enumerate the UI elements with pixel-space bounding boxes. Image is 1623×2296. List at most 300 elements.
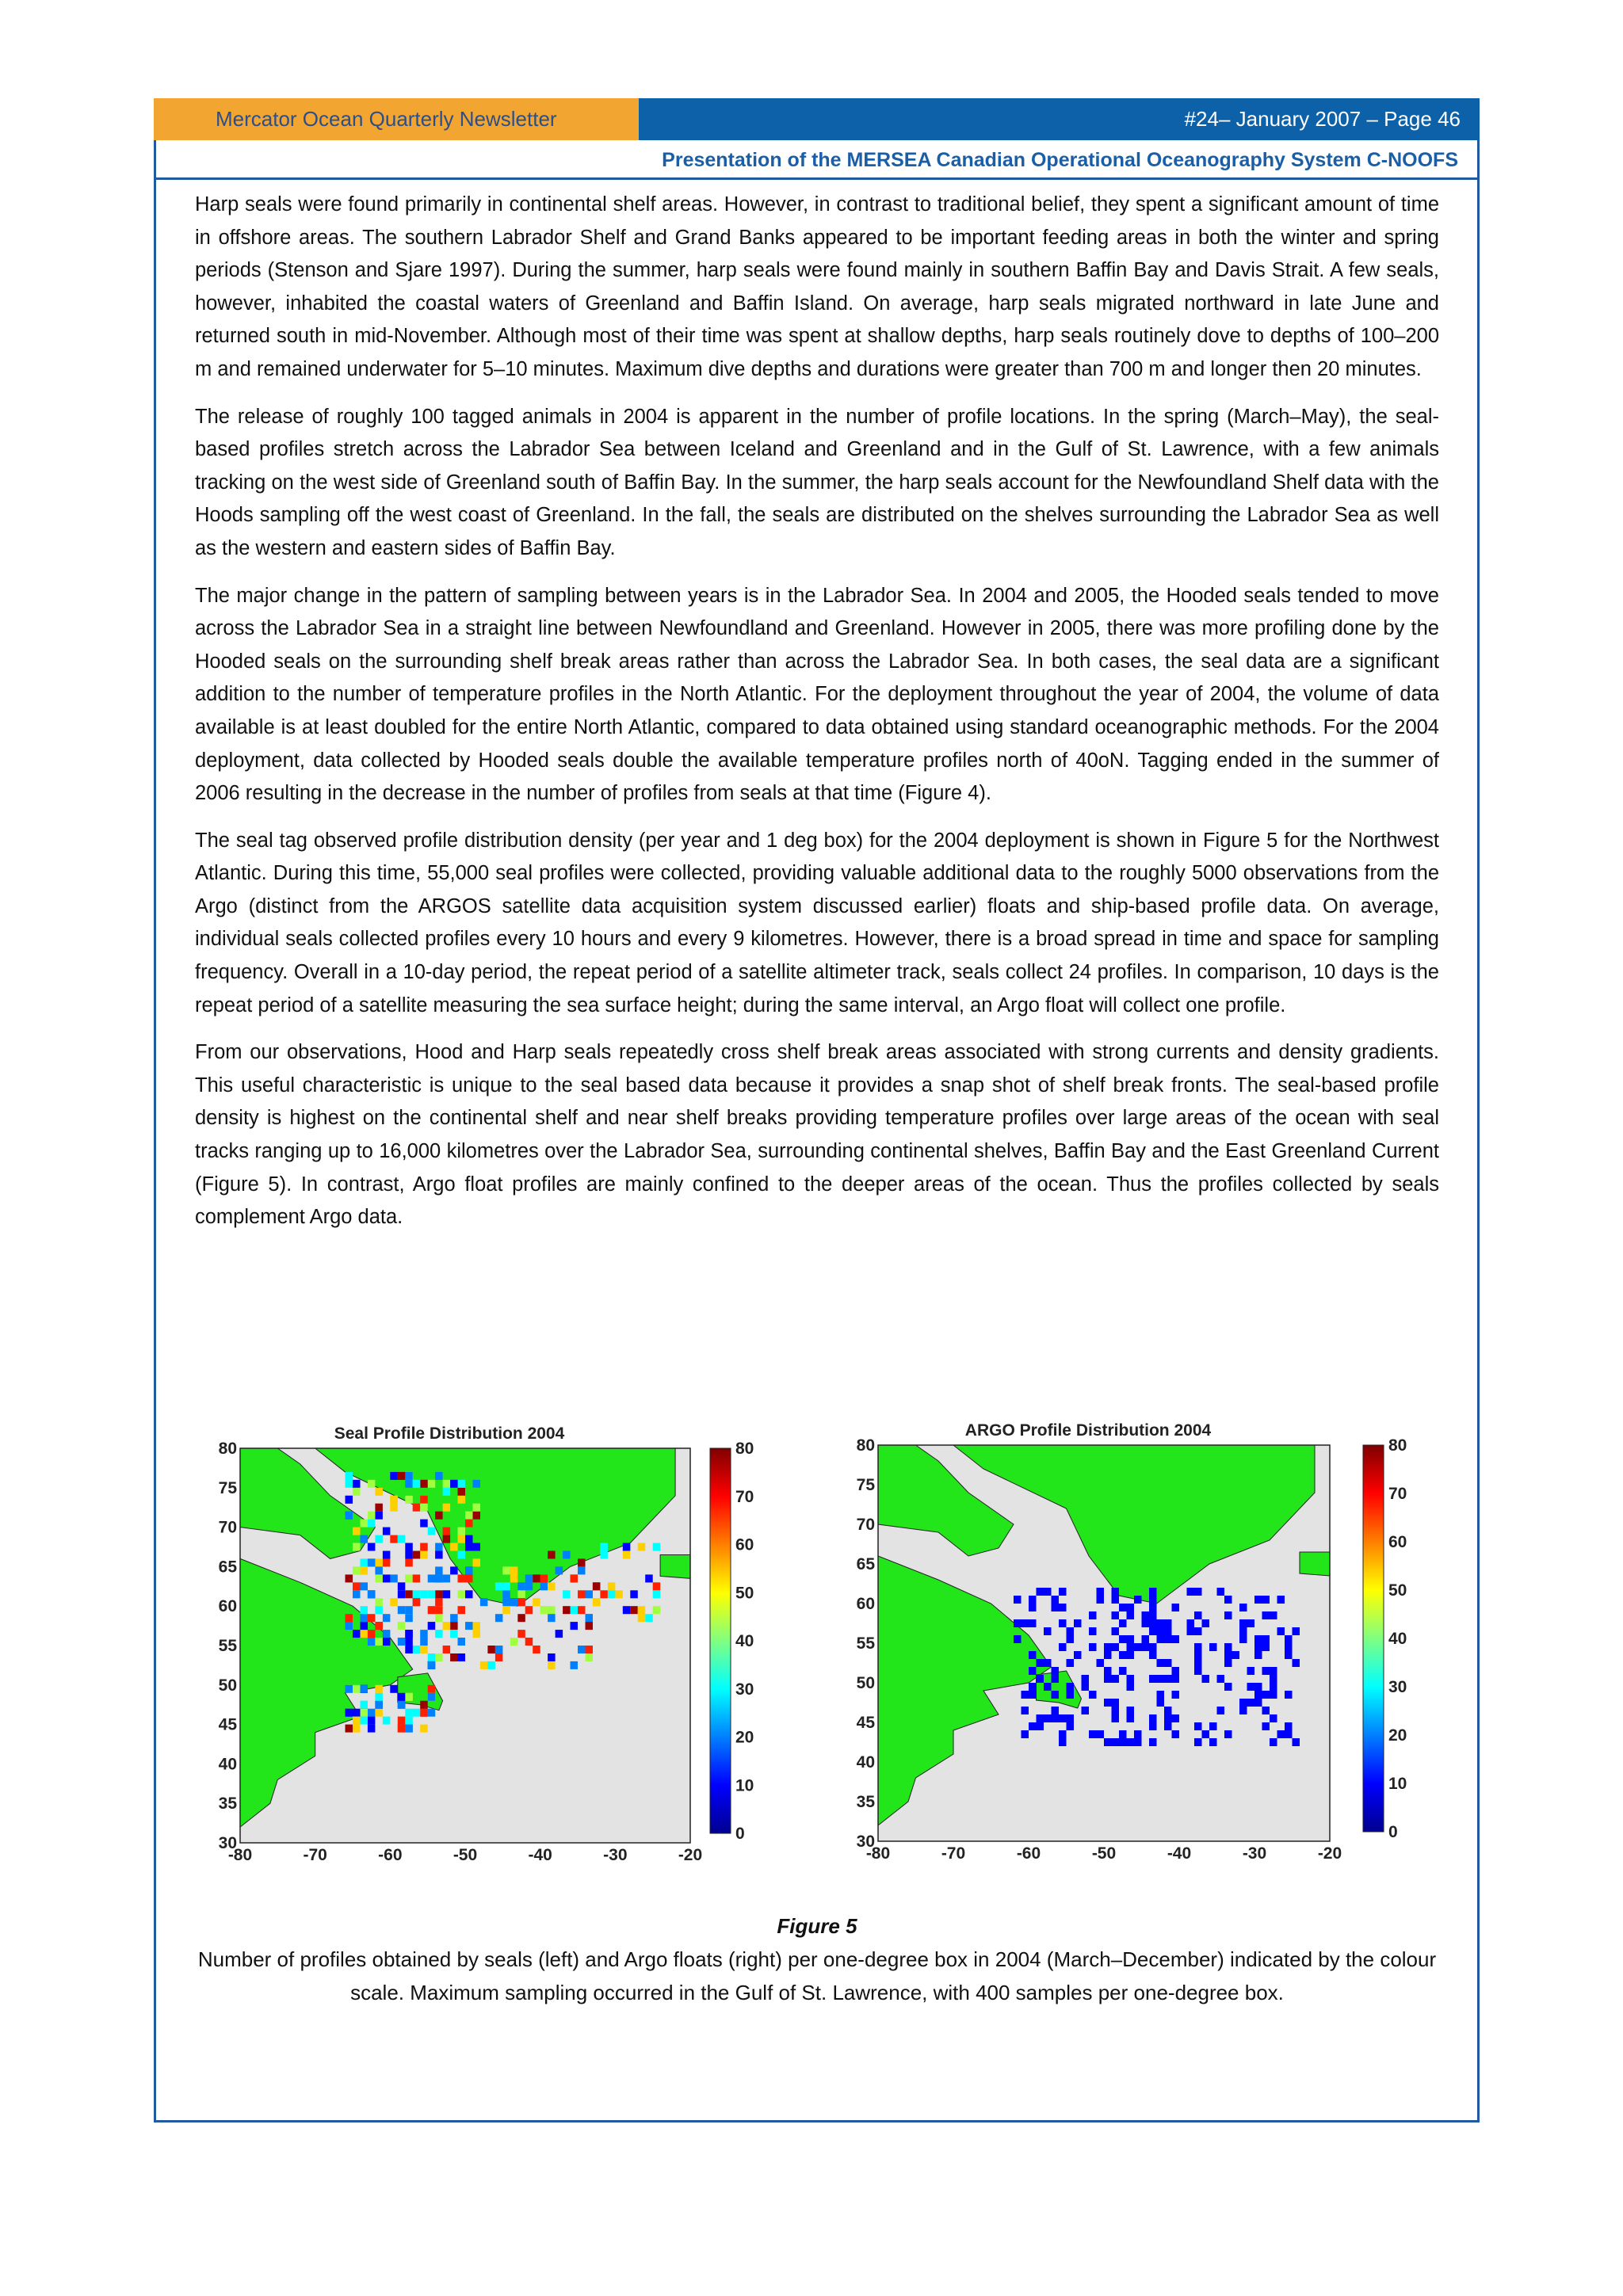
density-cell	[375, 1512, 383, 1520]
density-cell	[398, 1590, 406, 1598]
density-cell	[1239, 1604, 1247, 1611]
density-cell	[473, 1504, 481, 1512]
density-cell	[473, 1512, 481, 1520]
density-cell	[556, 1630, 563, 1638]
density-cell	[1119, 1738, 1127, 1746]
density-cell	[1074, 1651, 1082, 1659]
density-cell	[1022, 1619, 1029, 1627]
density-cell	[375, 1574, 383, 1582]
density-cell	[1194, 1738, 1202, 1746]
density-cell	[556, 1566, 563, 1574]
density-cell	[398, 1638, 406, 1646]
density-cell	[1052, 1714, 1060, 1722]
density-cell	[368, 1558, 376, 1566]
density-cell	[405, 1472, 413, 1480]
density-cell	[495, 1582, 503, 1590]
density-cell	[450, 1614, 458, 1622]
density-cell	[1059, 1738, 1067, 1746]
density-cell	[1164, 1714, 1172, 1722]
density-cell	[443, 1574, 451, 1582]
density-cell	[435, 1653, 443, 1661]
density-cell	[1089, 1643, 1097, 1651]
density-cell	[458, 1653, 466, 1661]
density-cell	[346, 1725, 353, 1733]
density-cell	[571, 1606, 579, 1614]
density-cell	[1134, 1738, 1142, 1746]
density-cell	[1209, 1738, 1217, 1746]
density-cell	[1097, 1596, 1105, 1604]
density-cell	[1277, 1730, 1285, 1738]
density-cell	[465, 1512, 473, 1520]
density-cell	[428, 1606, 436, 1614]
density-cell	[361, 1622, 369, 1630]
density-cell	[458, 1488, 466, 1496]
colorbar-tick-label: 0	[1388, 1823, 1398, 1841]
paragraph: The release of roughly 100 tagged animals in 2004 is apparent in the number of profile locations. In the spring (March–May), the seal-based profiles stretch across the Labrador Sea between Iceland and Greenland and in the Gulf of St. Lawrence, with a few animals tracking on the west side of Greenland south of Baffin Bay. In the summer, the harp seals account for the Newfoundland Shelf data with the Hoods sampling off the west coast of Greenland. In the fall, the seals are distributed on the shelves surrounding the Labrador Sea as well as the western and eastern sides of Baffin Bay.	[195, 405, 1439, 559]
density-cell	[1082, 1707, 1090, 1714]
density-cell	[390, 1472, 398, 1480]
density-cell	[1029, 1604, 1037, 1611]
density-cell	[450, 1480, 458, 1488]
density-cell	[413, 1646, 421, 1653]
y-tick-label: 40	[856, 1753, 875, 1772]
density-cell	[1097, 1588, 1105, 1596]
y-tick-label: 75	[218, 1478, 237, 1497]
density-cell	[1134, 1643, 1142, 1651]
density-cell	[578, 1566, 586, 1574]
density-cell	[405, 1717, 413, 1725]
density-cell	[1119, 1667, 1127, 1675]
density-cell	[375, 1606, 383, 1614]
density-cell	[435, 1598, 443, 1606]
density-cell	[1127, 1635, 1135, 1643]
density-cell	[413, 1590, 421, 1598]
density-cell	[1247, 1699, 1255, 1707]
density-cell	[1149, 1627, 1157, 1635]
density-cell	[1224, 1659, 1232, 1667]
density-cell	[1127, 1604, 1135, 1611]
density-cell	[368, 1638, 376, 1646]
density-cell	[458, 1638, 466, 1646]
density-cell	[1149, 1714, 1157, 1722]
density-cell	[375, 1558, 383, 1566]
density-cell	[1022, 1691, 1029, 1699]
y-tick-label: 55	[218, 1637, 237, 1655]
density-cell	[600, 1551, 608, 1559]
density-cell	[1134, 1596, 1142, 1604]
density-cell	[435, 1551, 443, 1559]
density-cell	[361, 1520, 369, 1527]
density-cell	[1217, 1588, 1225, 1596]
density-cell	[1194, 1611, 1202, 1619]
x-tick-label: -30	[1242, 1844, 1267, 1863]
density-cell	[428, 1574, 436, 1582]
density-cell	[420, 1504, 428, 1512]
density-cell	[1044, 1627, 1052, 1635]
density-cell	[623, 1543, 631, 1551]
density-cell	[1149, 1619, 1157, 1627]
density-cell	[346, 1709, 353, 1717]
density-cell	[1202, 1619, 1210, 1627]
density-cell	[398, 1717, 406, 1725]
density-cell	[1270, 1675, 1277, 1683]
density-cell	[571, 1661, 579, 1669]
density-cell	[548, 1614, 556, 1622]
density-cell	[353, 1582, 361, 1590]
x-tick-label: -20	[678, 1846, 703, 1864]
density-cell	[346, 1685, 353, 1693]
density-cell	[353, 1685, 361, 1693]
density-cell	[1067, 1691, 1075, 1699]
density-cell	[1059, 1588, 1067, 1596]
colorbar-tick-label: 50	[1388, 1581, 1407, 1600]
density-cell	[1202, 1730, 1210, 1738]
density-cell	[525, 1606, 533, 1614]
density-cell	[420, 1480, 428, 1488]
density-cell	[1104, 1675, 1112, 1683]
density-cell	[487, 1646, 495, 1653]
density-cell	[540, 1574, 548, 1582]
density-cell	[1097, 1730, 1105, 1738]
x-tick-label: -30	[603, 1846, 628, 1864]
density-cell	[1074, 1619, 1082, 1627]
density-cell	[405, 1638, 413, 1646]
density-cell	[428, 1527, 436, 1535]
density-cell	[458, 1535, 466, 1543]
colorbar-tick-label: 0	[735, 1825, 745, 1843]
density-cell	[1224, 1683, 1232, 1691]
density-cell	[1194, 1588, 1202, 1596]
density-cell	[375, 1504, 383, 1512]
density-cell	[346, 1480, 353, 1488]
density-cell	[1112, 1707, 1120, 1714]
density-cell	[443, 1504, 451, 1512]
y-tick-label: 75	[856, 1476, 875, 1494]
density-cell	[1254, 1699, 1262, 1707]
issue-page: #24– January 2007 – Page 46	[639, 98, 1480, 140]
land-mass	[660, 1555, 690, 1579]
density-cell	[1014, 1619, 1022, 1627]
density-cell	[375, 1566, 383, 1574]
density-cell	[375, 1685, 383, 1693]
density-cell	[1119, 1635, 1127, 1643]
density-cell	[1270, 1691, 1277, 1699]
density-cell	[398, 1472, 406, 1480]
figure-caption-text: Number of profiles obtained by seals (left) and Argo floats (right) per one-degree box in 2004 (March–December) indicated by the colour scale. Maximum sampling occurred in the Gulf of St. Lawrence, with 400 samples per one-degree box.	[197, 1947, 1437, 2004]
density-cell	[405, 1606, 413, 1614]
density-cell	[1209, 1722, 1217, 1730]
density-cell	[420, 1496, 428, 1504]
density-cell	[375, 1622, 383, 1630]
density-cell	[1217, 1707, 1225, 1714]
density-cell	[375, 1701, 383, 1709]
density-cell	[353, 1488, 361, 1496]
density-cell	[346, 1614, 353, 1622]
density-cell	[548, 1582, 556, 1590]
map-title: ARGO Profile Distribution 2004	[964, 1421, 1212, 1440]
density-cell	[1293, 1627, 1300, 1635]
density-cell	[413, 1504, 421, 1512]
density-cell	[443, 1535, 451, 1543]
y-tick-label: 80	[856, 1436, 875, 1455]
density-cell	[435, 1543, 443, 1551]
density-cell	[1112, 1596, 1120, 1604]
density-cell	[1037, 1588, 1044, 1596]
density-cell	[1089, 1627, 1097, 1635]
colorbar-tick-label: 30	[1388, 1678, 1407, 1696]
density-cell	[1262, 1611, 1270, 1619]
density-cell	[465, 1574, 473, 1582]
density-cell	[398, 1701, 406, 1709]
density-cell	[1149, 1675, 1157, 1683]
y-tick-label: 35	[856, 1793, 875, 1811]
density-cell	[1097, 1659, 1105, 1667]
density-cell	[383, 1558, 391, 1566]
density-cell	[1285, 1651, 1293, 1659]
colorbar-tick-label: 70	[1388, 1485, 1407, 1503]
density-cell	[465, 1622, 473, 1630]
density-cell	[398, 1725, 406, 1733]
density-cell	[1119, 1604, 1127, 1611]
density-cell	[405, 1574, 413, 1582]
density-cell	[458, 1551, 466, 1559]
density-cell	[368, 1717, 376, 1725]
density-cell	[1270, 1683, 1277, 1691]
density-cell	[1247, 1683, 1255, 1691]
density-cell	[1172, 1691, 1180, 1699]
density-cell	[1209, 1643, 1217, 1651]
density-cell	[465, 1520, 473, 1527]
density-cell	[1142, 1619, 1150, 1627]
density-cell	[361, 1630, 369, 1638]
density-cell	[368, 1709, 376, 1717]
density-cell	[1022, 1707, 1029, 1714]
density-cell	[578, 1558, 586, 1566]
section-title: Presentation of the MERSEA Canadian Operational Oceanography System C-NOOFS	[156, 140, 1477, 180]
density-cell	[1022, 1730, 1029, 1738]
density-cell	[375, 1709, 383, 1717]
density-cell	[1187, 1619, 1195, 1627]
density-cell	[1217, 1675, 1225, 1683]
y-tick-label: 70	[218, 1518, 237, 1537]
density-cell	[525, 1582, 533, 1590]
density-cell	[1270, 1738, 1277, 1746]
density-cell	[1224, 1596, 1232, 1604]
density-cell	[1127, 1683, 1135, 1691]
density-cell	[383, 1717, 391, 1725]
density-cell	[1254, 1635, 1262, 1643]
density-cell	[361, 1709, 369, 1717]
density-cell	[1142, 1611, 1150, 1619]
density-cell	[473, 1630, 481, 1638]
density-cell	[630, 1606, 638, 1614]
density-cell	[398, 1693, 406, 1701]
density-cell	[346, 1512, 353, 1520]
density-cell	[353, 1725, 361, 1733]
density-cell	[361, 1606, 369, 1614]
density-cell	[1187, 1588, 1195, 1596]
density-cell	[578, 1590, 586, 1598]
map-panel-1	[857, 1421, 1407, 1863]
figure-caption	[195, 1909, 1439, 2009]
map-panel-0	[219, 1425, 754, 1864]
density-cell	[1127, 1738, 1135, 1746]
colorbar-tick-label: 30	[735, 1680, 754, 1699]
density-cell	[1052, 1675, 1060, 1683]
density-cell	[653, 1582, 661, 1590]
density-cell	[1262, 1722, 1270, 1730]
paragraph: From our observations, Hood and Harp seals repeatedly cross shelf break areas associated with strong currents and density gradients. This useful characteristic is unique to the seal based data because it provides a snap shot of shelf break fronts. The seal-based profile density is highest on the continental shelf and near shelf breaks providing temperature profiles over large areas of the ocean with seal tracks ranging up to 16,000 kilometres over the Labrador Sea, surrounding continental shelves, Baffin Bay and the East Greenland Current (Figure 5). In contrast, Argo float profiles are mainly confined to the deeper areas of the ocean. Thus the profiles collected by seals complement Argo data.	[195, 1041, 1439, 1229]
density-cell	[390, 1504, 398, 1512]
density-cell	[361, 1558, 369, 1566]
density-cell	[1052, 1707, 1060, 1714]
density-cell	[1262, 1635, 1270, 1643]
x-tick-label: -40	[528, 1846, 552, 1864]
density-cell	[458, 1527, 466, 1535]
density-cell	[375, 1535, 383, 1543]
density-cell	[1052, 1667, 1060, 1675]
density-cell	[1164, 1627, 1172, 1635]
density-cell	[390, 1574, 398, 1582]
density-cell	[1119, 1651, 1127, 1659]
density-cell	[1172, 1667, 1180, 1675]
density-cell	[1285, 1635, 1293, 1643]
density-cell	[1044, 1588, 1052, 1596]
density-cell	[405, 1558, 413, 1566]
density-cell	[353, 1543, 361, 1551]
density-cell	[443, 1488, 451, 1496]
density-cell	[435, 1472, 443, 1480]
density-cell	[413, 1598, 421, 1606]
density-cell	[1149, 1643, 1157, 1651]
density-cell	[533, 1598, 540, 1606]
density-cell	[1044, 1683, 1052, 1691]
density-cell	[368, 1590, 376, 1598]
density-cell	[346, 1496, 353, 1504]
density-cell	[1270, 1714, 1277, 1722]
density-cell	[1089, 1611, 1097, 1619]
density-cell	[420, 1709, 428, 1717]
density-cell	[346, 1622, 353, 1630]
density-cell	[420, 1520, 428, 1527]
density-cell	[1059, 1619, 1067, 1627]
density-cell	[1104, 1699, 1112, 1707]
density-cell	[353, 1566, 361, 1574]
density-cell	[571, 1574, 579, 1582]
density-cell	[1029, 1722, 1037, 1730]
density-cell	[1014, 1596, 1022, 1604]
density-cell	[1164, 1675, 1172, 1683]
density-cell	[353, 1717, 361, 1725]
density-cell	[1194, 1627, 1202, 1635]
density-cell	[428, 1653, 436, 1661]
density-cell	[1149, 1722, 1157, 1730]
density-cell	[1127, 1707, 1135, 1714]
density-cell	[1194, 1667, 1202, 1675]
density-cell	[383, 1527, 391, 1535]
density-cell	[623, 1606, 631, 1614]
colorbar	[1363, 1445, 1384, 1832]
density-cell	[390, 1598, 398, 1606]
density-cell	[1157, 1699, 1165, 1707]
density-cell	[638, 1543, 646, 1551]
density-cell	[1224, 1611, 1232, 1619]
density-cell	[473, 1622, 481, 1630]
x-tick-label: -60	[1016, 1844, 1041, 1863]
density-cell	[435, 1512, 443, 1520]
density-cell	[1059, 1730, 1067, 1738]
density-cell	[1285, 1691, 1293, 1699]
y-tick-label: 35	[218, 1794, 237, 1814]
density-cell	[390, 1535, 398, 1543]
density-cell	[353, 1480, 361, 1488]
density-cell	[578, 1646, 586, 1653]
density-cell	[487, 1661, 495, 1669]
density-cell	[368, 1520, 376, 1527]
density-cell	[390, 1496, 398, 1504]
density-cell	[1285, 1730, 1293, 1738]
colorbar-tick-label: 20	[1388, 1726, 1407, 1745]
density-cell	[1194, 1722, 1202, 1730]
colorbar-tick-label: 40	[1388, 1630, 1407, 1648]
density-cell	[383, 1551, 391, 1559]
density-cell	[586, 1614, 594, 1622]
density-cell	[1104, 1738, 1112, 1746]
density-cell	[600, 1543, 608, 1551]
density-cell	[1037, 1714, 1044, 1722]
density-cell	[458, 1480, 466, 1488]
density-cell	[1157, 1635, 1165, 1643]
density-cell	[1172, 1604, 1180, 1611]
density-cell	[1172, 1675, 1180, 1683]
density-cell	[1277, 1627, 1285, 1635]
density-cell	[435, 1566, 443, 1574]
density-cell	[1254, 1643, 1262, 1651]
density-cell	[533, 1646, 540, 1653]
density-cell	[1194, 1643, 1202, 1651]
density-cell	[1044, 1714, 1052, 1722]
y-tick-label: 45	[856, 1714, 875, 1732]
paragraph: The major change in the pattern of sampling between years is in the Labrador Sea. In 2004 and 2005, the Hooded seals tended to move across the Labrador Sea in a straight line between Newfoundland and Greenland. However in 2005, there was more profiling done by the Hooded seals on the surrounding shelf break areas rather than across the Labrador Sea. In both cases, the seal data are a significant addition to the number of temperature profiles in the North Atlantic. For the deployment throughout the year of 2004, the volume of data available is at least doubled for the entire North Atlantic, compared to data obtained using standard oceanographic methods. For the 2004 deployment, data collected by Hooded seals double the available temperature profiles north of 40oN. Tagging ended in the summer of 2006 resulting in the decrease in the number of profiles from seals at that time (Figure 4).	[195, 584, 1439, 805]
density-cell	[413, 1480, 421, 1488]
density-cell	[533, 1574, 540, 1582]
x-tick-label: -70	[303, 1846, 327, 1864]
density-cell	[1172, 1635, 1180, 1643]
density-cell	[450, 1653, 458, 1661]
density-cell	[1157, 1675, 1165, 1683]
density-cell	[1112, 1643, 1120, 1651]
density-cell	[517, 1630, 525, 1638]
density-cell	[1149, 1588, 1157, 1596]
density-cell	[1247, 1667, 1255, 1675]
density-cell	[653, 1606, 661, 1614]
density-cell	[1134, 1730, 1142, 1738]
density-cell	[420, 1543, 428, 1551]
density-cell	[548, 1661, 556, 1669]
density-cell	[361, 1535, 369, 1543]
density-cell	[1037, 1659, 1044, 1667]
density-cell	[517, 1582, 525, 1590]
density-cell	[428, 1693, 436, 1701]
density-cell	[1149, 1738, 1157, 1746]
density-cell	[1142, 1635, 1150, 1643]
density-cell	[1262, 1691, 1270, 1699]
density-cell	[435, 1590, 443, 1598]
density-cell	[510, 1574, 518, 1582]
density-cell	[502, 1598, 510, 1606]
density-cell	[1157, 1691, 1165, 1699]
density-cell	[361, 1614, 369, 1622]
